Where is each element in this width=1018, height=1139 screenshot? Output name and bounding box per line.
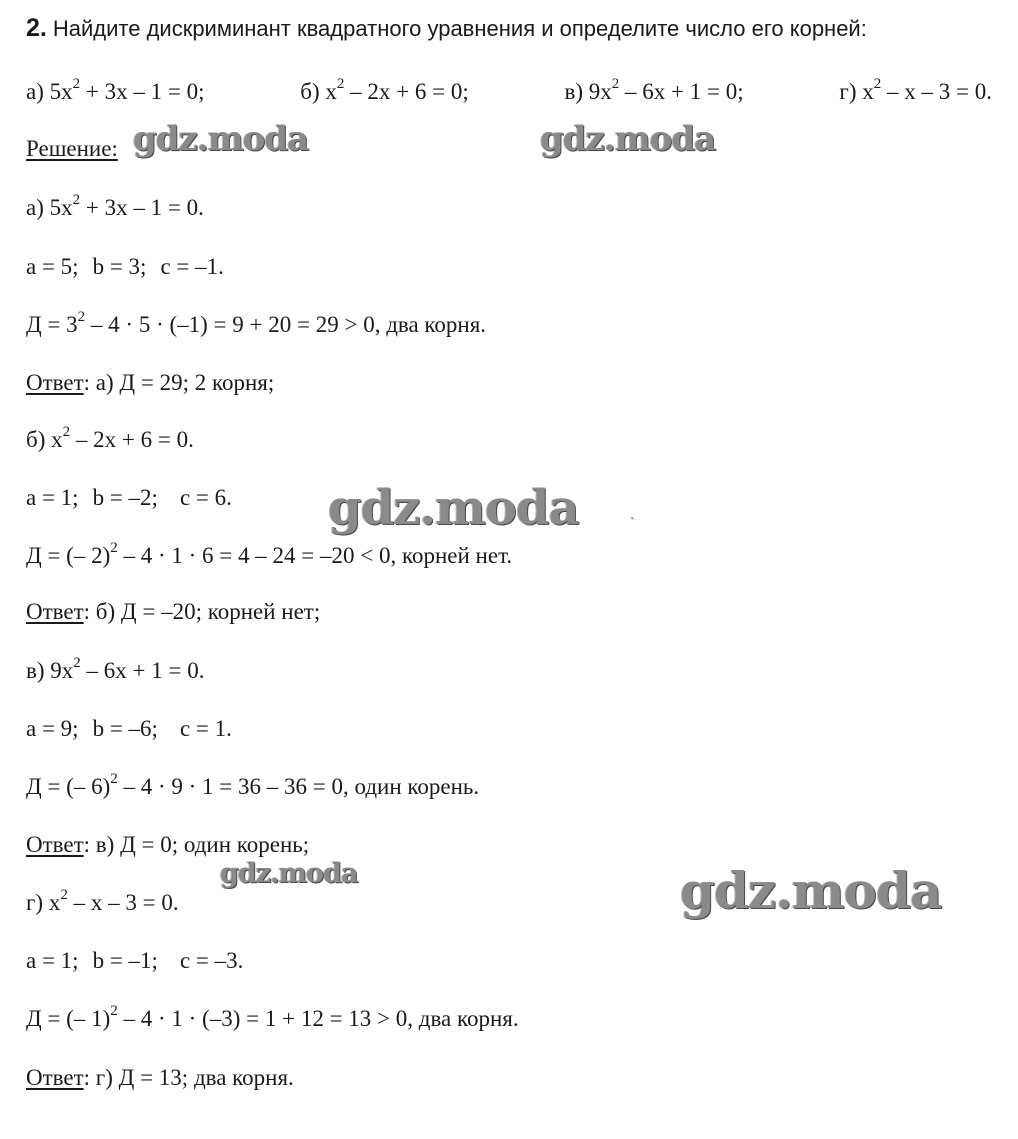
- part-a-discriminant: $Д = 3^2 - 4 \cdot 5 \cdot (-1) = 9 + 20 = 29 > 0$, два корня.: [26, 309, 487, 337]
- part-c-coefficients: a = 9; b = –6; c = 1.: [26, 716, 232, 741]
- part-b-equation: б) $x^2 - 2x + 6 = 0$.: [26, 424, 194, 452]
- equation-c: в) $9x^2 - 6x + 1 = 0$;: [564, 76, 744, 104]
- part-a-answer: Ответ: а) Д = 29; 2 корня;: [26, 370, 275, 395]
- stray-mark: ˋ: [630, 516, 635, 531]
- equation-a: а) $5x^2 + 3x - 1 = 0$;: [26, 76, 205, 104]
- watermark: gdz.moda: [328, 480, 579, 536]
- part-d-equation: г) $x^2 - x - 3 = 0$.: [26, 887, 179, 915]
- watermark: gdz.moda: [220, 858, 358, 889]
- part-a-equation: а) $5x^2 + 3x - 1 = 0$.: [26, 192, 204, 220]
- equation-b: б) $x^2 - 2x + 6 = 0$;: [300, 76, 469, 104]
- part-d-answer: Ответ: г) Д = 13; два корня.: [26, 1065, 294, 1090]
- watermark: gdz.moda: [680, 861, 942, 920]
- task-text: Найдите дискриминант квадратного уравнения и определите число его корней:: [52, 16, 867, 41]
- part-b-coefficients: a = 1; b = –2; c = 6.: [26, 485, 232, 510]
- equations-row: [26, 76, 992, 104]
- part-c-answer: Ответ: в) Д = 0; один корень;: [26, 832, 310, 857]
- part-d-discriminant: Д = (– 1)$^2$ – 4 · 1 · (–3) = 1 + 12 = 13 > 0, два корня.: [26, 1003, 519, 1031]
- watermark: gdz.moda: [540, 119, 716, 159]
- part-c-equation: в) $9x^2 - 6x + 1 = 0$.: [26, 655, 205, 683]
- part-b-discriminant: Д = (– 2)$^2$ – 4 · 1 · 6 = 4 – 24 = –20 < 0, корней нет.: [26, 540, 513, 568]
- part-c-discriminant: Д = (– 6)$^2$ – 4 · 9 · 1 = 36 – 36 = 0, один корень.: [26, 771, 480, 799]
- part-b-answer: Ответ: б) Д = –20; корней нет;: [26, 599, 321, 624]
- part-d-coefficients: a = 1; b = –1; c = –3.: [26, 948, 244, 973]
- part-a-coefficients: a = 5; b = 3; c = –1.: [26, 254, 224, 279]
- watermark: gdz.moda: [133, 119, 309, 159]
- task-number: 2.: [26, 14, 47, 42]
- equation-d: г) $x^2 - x - 3 = 0$.: [839, 76, 992, 104]
- solution-label: Решение:: [26, 136, 118, 161]
- task-statement: [26, 16, 867, 41]
